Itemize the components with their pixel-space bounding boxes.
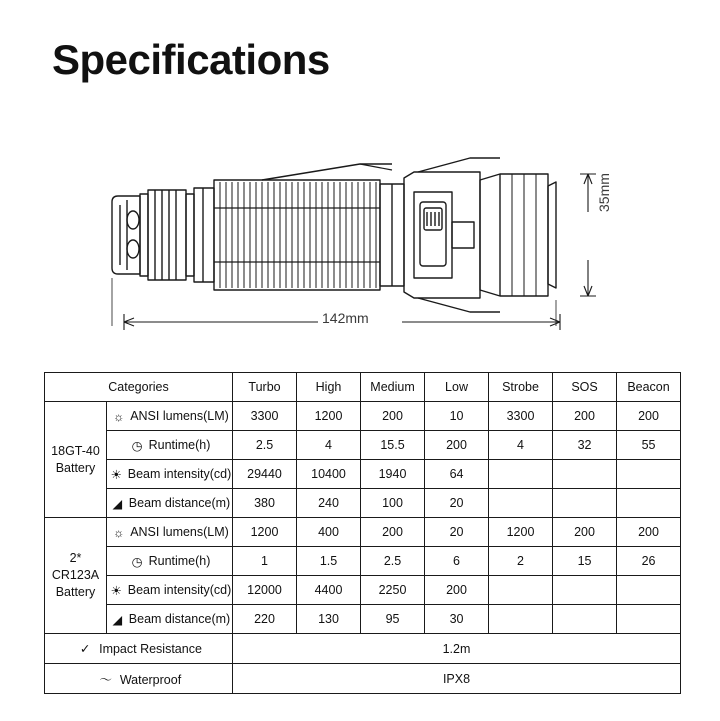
product-diagram	[0, 150, 720, 345]
cell-value: 200	[617, 518, 681, 547]
cell-value: 200	[425, 576, 489, 605]
cell-empty	[617, 576, 681, 605]
cell-value: 4	[489, 431, 553, 460]
impact-resistance-text: Impact Resistance	[99, 642, 202, 656]
cell-value: 130	[297, 605, 361, 634]
cell-value: 2.5	[361, 547, 425, 576]
row-label-distance-2	[107, 605, 233, 634]
waterproof-value: IPX8	[233, 664, 681, 694]
cell-value: 15.5	[361, 431, 425, 460]
waterproof-label	[45, 664, 233, 694]
table-row-impact	[45, 634, 681, 664]
cell-value: 95	[361, 605, 425, 634]
battery-group-2-line3: Battery	[55, 584, 96, 599]
cell-value: 2	[489, 547, 553, 576]
cell-value: 26	[617, 547, 681, 576]
battery-group-2-line1: 2*	[69, 551, 82, 566]
cell-value: 1940	[361, 460, 425, 489]
cell-value: 380	[233, 489, 297, 518]
cell-value: 20	[425, 518, 489, 547]
cell-empty	[489, 460, 553, 489]
impact-icon: ✓	[79, 642, 91, 656]
cell-value: 32	[553, 431, 617, 460]
battery-group-2-label	[45, 518, 107, 634]
length-dimension-label: 142mm	[322, 310, 369, 326]
cell-value: 20	[425, 489, 489, 518]
cell-value: 2.5	[233, 431, 297, 460]
row-label-lumens-2	[107, 518, 233, 547]
cell-value: 200	[617, 402, 681, 431]
specifications-table	[44, 372, 676, 694]
row-label-intensity-1	[107, 460, 233, 489]
cell-value: 200	[553, 518, 617, 547]
table-row	[45, 402, 681, 431]
cell-value: 6	[425, 547, 489, 576]
mode-header-turbo: Turbo	[233, 373, 297, 402]
cell-value: 3300	[233, 402, 297, 431]
table-row	[45, 460, 681, 489]
cell-value: 3300	[489, 402, 553, 431]
cell-empty	[617, 489, 681, 518]
row-label-text: Beam intensity(cd)	[127, 466, 232, 481]
cell-value: 200	[361, 402, 425, 431]
table-row	[45, 576, 681, 605]
table-row	[45, 547, 681, 576]
cell-empty	[489, 576, 553, 605]
distance-icon: ◢	[112, 496, 123, 511]
cell-value: 200	[553, 402, 617, 431]
table-header-row	[45, 373, 681, 402]
impact-resistance-value: 1.2m	[233, 634, 681, 664]
row-label-text: ANSI lumens(LM)	[130, 408, 229, 423]
cell-value: 200	[361, 518, 425, 547]
row-label-lumens-1	[107, 402, 233, 431]
row-label-text: Beam distance(m)	[128, 495, 231, 510]
cell-value: 55	[617, 431, 681, 460]
row-label-text: Runtime(h)	[148, 437, 211, 452]
intensity-icon: ☀	[110, 583, 122, 598]
row-label-distance-1	[107, 489, 233, 518]
mode-header-beacon: Beacon	[617, 373, 681, 402]
cell-empty	[553, 489, 617, 518]
row-label-text: Beam distance(m)	[128, 611, 231, 626]
mode-header-medium: Medium	[361, 373, 425, 402]
cell-value: 10400	[297, 460, 361, 489]
battery-group-1-line1: 18GT-40	[51, 443, 100, 458]
cell-value: 200	[425, 431, 489, 460]
mode-header-strobe: Strobe	[489, 373, 553, 402]
table-row	[45, 518, 681, 547]
row-label-text: ANSI lumens(LM)	[130, 524, 229, 539]
lumens-icon: ☼	[112, 525, 125, 540]
cell-value: 1200	[297, 402, 361, 431]
cell-value: 100	[361, 489, 425, 518]
battery-group-1-label	[45, 402, 107, 518]
cell-value: 15	[553, 547, 617, 576]
row-label-text: Runtime(h)	[148, 553, 211, 568]
cell-empty	[489, 489, 553, 518]
waterproof-text: Waterproof	[119, 672, 182, 687]
cell-value: 64	[425, 460, 489, 489]
battery-group-2-line2: CR123A	[51, 568, 100, 583]
categories-header: Categories	[45, 373, 233, 402]
cell-empty	[553, 576, 617, 605]
battery-group-1-line2: Battery	[55, 460, 96, 475]
cell-value: 29440	[233, 460, 297, 489]
cell-value: 2250	[361, 576, 425, 605]
cell-empty	[553, 605, 617, 634]
table-row	[45, 489, 681, 518]
mode-header-low: Low	[425, 373, 489, 402]
cell-value: 1	[233, 547, 297, 576]
cell-value: 240	[297, 489, 361, 518]
intensity-icon: ☀	[110, 467, 122, 482]
table-row	[45, 431, 681, 460]
mode-header-high: High	[297, 373, 361, 402]
cell-value: 30	[425, 605, 489, 634]
table-row-waterproof	[45, 664, 681, 694]
cell-value: 12000	[233, 576, 297, 605]
table-row	[45, 605, 681, 634]
cell-value: 220	[233, 605, 297, 634]
cell-empty	[489, 605, 553, 634]
cell-value: 1200	[489, 518, 553, 547]
mode-header-sos: SOS	[553, 373, 617, 402]
cell-value: 10	[425, 402, 489, 431]
cell-value: 4400	[297, 576, 361, 605]
cell-value: 4	[297, 431, 361, 460]
cell-value: 1.5	[297, 547, 361, 576]
lumens-icon: ☼	[112, 409, 125, 424]
impact-resistance-label	[45, 634, 233, 664]
clock-icon: ◷	[131, 554, 143, 569]
cell-value: 400	[297, 518, 361, 547]
row-label-runtime-1	[107, 431, 233, 460]
page-title: Specifications	[52, 36, 330, 83]
cell-value: 1200	[233, 518, 297, 547]
row-label-text: Beam intensity(cd)	[127, 582, 232, 597]
cell-empty	[617, 605, 681, 634]
clock-icon: ◷	[131, 438, 143, 453]
cell-empty	[617, 460, 681, 489]
distance-icon: ◢	[112, 612, 123, 627]
cell-empty	[553, 460, 617, 489]
waterproof-icon: 〜	[99, 672, 113, 687]
row-label-intensity-2	[107, 576, 233, 605]
height-dimension-label: 35mm	[596, 173, 612, 212]
row-label-runtime-2	[107, 547, 233, 576]
